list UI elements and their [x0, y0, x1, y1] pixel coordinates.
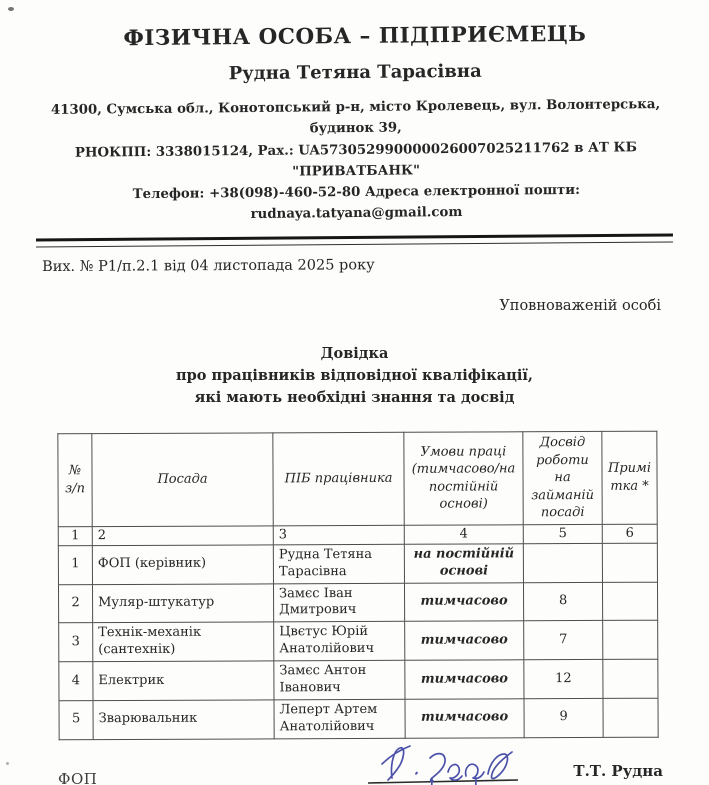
fop-label: ФОП — [58, 770, 98, 785]
table-cell-num: 2 — [58, 584, 92, 623]
column-number-cell: 6 — [602, 524, 657, 543]
header-cell-terms: Умови праці (тимчасово/на постійній основі) — [404, 431, 523, 524]
document-main-title: ФІЗИЧНА ОСОБА – ПІДПРИЄМЕЦЬ — [123, 21, 587, 52]
table-cell-num: 5 — [59, 700, 93, 739]
header-cell-note: Примітка * — [602, 431, 657, 524]
header-cell-position: Посада — [92, 433, 273, 527]
registration-line: РНОКПП: 3338015124, Рах.: UA573052990000026007025211762 в АТ КБ "ПРИВАТБАНК" — [74, 139, 637, 180]
doc-title-line2: про працівників відповідної кваліфікації, — [176, 366, 533, 384]
outgoing-number-line: Вих. № Р1/п.2.1 від 04 листопада 2025 року — [42, 256, 375, 275]
table-cell-note — [603, 620, 658, 659]
table-cell-position: Зварювальник — [93, 699, 274, 739]
signature-ink — [382, 746, 512, 785]
header-cell-name: ПІБ працівника — [273, 432, 404, 525]
table-cell-note — [602, 581, 657, 620]
workers-table — [57, 430, 658, 739]
table-cell-num: 1 — [58, 545, 92, 584]
table-cell-num: 3 — [59, 623, 93, 662]
document-title-block — [0, 343, 709, 409]
table-row — [59, 659, 658, 700]
table-cell-name: Замєс Іван Дмитрович — [273, 583, 404, 622]
table-cell-name: Рудна Тетяна Тарасівна — [273, 544, 404, 583]
column-number-cell: 2 — [92, 525, 273, 545]
table-cell-experience: 8 — [523, 582, 602, 621]
handwritten-signature-icon — [340, 738, 540, 785]
column-number-cell: 4 — [404, 524, 523, 544]
footer-zone — [0, 738, 709, 785]
table-cell-experience: 7 — [524, 620, 603, 659]
table-cell-name: Леперт Артем Анатолійович — [274, 699, 405, 738]
signer-name: Т.Т. Рудна — [573, 762, 663, 781]
letterhead — [0, 0, 709, 228]
table-row — [59, 698, 658, 739]
doc-title-line1: Довідка — [320, 344, 389, 362]
column-number-cell: 3 — [273, 525, 404, 545]
table-cell-position: Технік-механік (сантехнік) — [93, 622, 274, 662]
contact-block — [30, 94, 681, 228]
table-cell-position: ФОП (керівник) — [92, 544, 273, 584]
table-row — [59, 620, 658, 661]
table-cell-num: 4 — [59, 661, 93, 700]
address-line: 41300, Сумська обл., Конотопський р-н, місто Кролевець, вул. Волонтерська, будинок 39, — [50, 97, 661, 137]
column-number-row — [58, 524, 657, 546]
header-cell-experience: Досвід роботи на займаній посаді — [523, 431, 602, 524]
table-row — [58, 543, 657, 584]
table-cell-note — [602, 543, 657, 582]
table-cell-name: Замєс Антон Іванович — [274, 660, 405, 699]
addressee-line: Уповноваженій особі — [499, 297, 661, 314]
column-number-cell: 5 — [523, 524, 602, 543]
signature-line — [368, 780, 518, 783]
table-cell-experience: 9 — [524, 698, 603, 737]
table-cell-experience — [523, 543, 602, 582]
table-cell-terms: тимчасово — [404, 582, 523, 621]
table-header-row — [58, 431, 657, 526]
table-cell-name: Цвєтус Юрій Анатолійович — [274, 621, 405, 660]
column-number-cell: 1 — [58, 526, 92, 545]
header-cell-num: № з/п — [58, 433, 92, 526]
contact-line: Телефон: +38(098)-460-52-80 Адреса електронної пошти: rudnaya.tatyana@gmail.com — [132, 182, 581, 223]
table-body — [58, 543, 658, 740]
entrepreneur-name: Рудна Тетяна Тарасівна — [228, 60, 482, 85]
table-cell-position: Муляр-штукатур — [92, 583, 273, 623]
table-cell-terms: на постійній основі — [404, 543, 523, 582]
table-cell-terms: тимчасово — [405, 621, 524, 660]
table-row — [58, 581, 657, 622]
table-cell-position: Електрик — [93, 661, 274, 701]
table-cell-terms: тимчасово — [405, 698, 524, 737]
signature-block — [340, 738, 540, 785]
table-cell-note — [603, 698, 658, 737]
table-cell-terms: тимчасово — [405, 660, 524, 699]
table-cell-experience: 12 — [524, 659, 603, 698]
table-cell-note — [603, 659, 658, 698]
doc-title-line3: які мають необхідні знання та досвід — [194, 388, 515, 406]
letterhead-divider-rule — [36, 233, 673, 247]
